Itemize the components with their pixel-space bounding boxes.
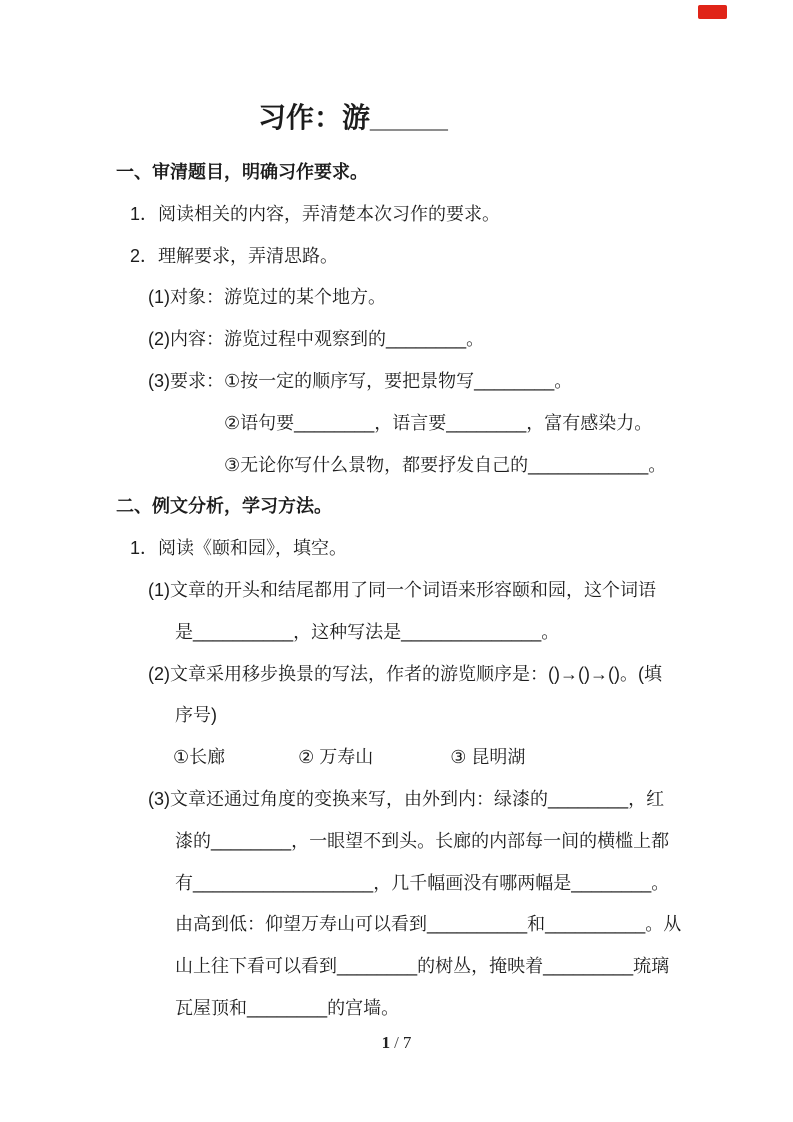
red-corner-badge	[698, 5, 727, 19]
current-page-number: 1	[381, 1033, 391, 1052]
section2-item1: 1．阅读《颐和园》，填空。	[130, 538, 348, 559]
section1-sub2: (2)内容：游览过程中观察到的________。	[148, 329, 485, 350]
section1-item2: 2．理解要求，弄清思路。	[130, 245, 339, 266]
worksheet-body	[0, 152, 793, 1030]
section1-item1: 1．阅读相关的内容，弄清楚本次习作的要求。	[130, 203, 501, 224]
title-blank-line: _____	[370, 102, 448, 133]
section2-options-row	[173, 737, 793, 779]
section1-sub3: (3)要求：①按一定的顺序写，要把景物写________。	[148, 370, 573, 391]
section2-q3-line3: 有__________________，几千幅画没有哪两幅是________。	[175, 872, 670, 893]
section2-q3-line1: (3)文章还通过角度的变换来写，由外到内：绿漆的________，红	[148, 788, 665, 809]
option-wanshoushan: ② 万寿山	[298, 747, 374, 768]
section1-sub3c: ③无论你写什么景物，都要抒发自己的____________。	[224, 454, 667, 475]
section2-heading: 二、例文分析，学习方法。	[116, 496, 332, 517]
section1-heading: 一、审清题目，明确习作要求。	[116, 162, 368, 182]
section2-q3-line4: 由高到低：仰望万寿山可以看到__________和__________。从	[175, 914, 682, 935]
section2-q2-line1: (2)文章采用移步换景的写法，作者的游览顺序是：()→()→()。(填	[148, 663, 662, 684]
option-changlang: ①长廊	[173, 747, 226, 768]
section2-q3-line2: 漆的________，一眼望不到头。长廊的内部每一间的横槛上都	[175, 830, 670, 851]
section2-q1-line2: 是__________，这种写法是______________。	[175, 621, 560, 642]
option-kunminghu: ③ 昆明湖	[450, 747, 526, 768]
section2-q2-line2: 序号)	[175, 705, 217, 726]
section2-q3-line6: 瓦屋顶和________的宫墙。	[175, 997, 400, 1018]
page-footer	[0, 1030, 793, 1056]
title-text: 习作：游	[258, 102, 371, 133]
section2-q1-line1: (1)文章的开头和结尾都用了同一个词语来形容颐和园，这个词语	[148, 579, 656, 600]
section1-sub1: (1)对象：游览过的某个地方。	[148, 287, 386, 308]
section2-q3-line5: 山上往下看可以看到________的树丛，掩映着_________琉璃	[175, 956, 670, 977]
total-pages: 7	[402, 1033, 412, 1052]
page-separator: /	[394, 1033, 399, 1052]
section1-sub3b: ②语句要________，语言要________，富有感染力。	[224, 412, 653, 433]
page-title	[0, 94, 793, 142]
